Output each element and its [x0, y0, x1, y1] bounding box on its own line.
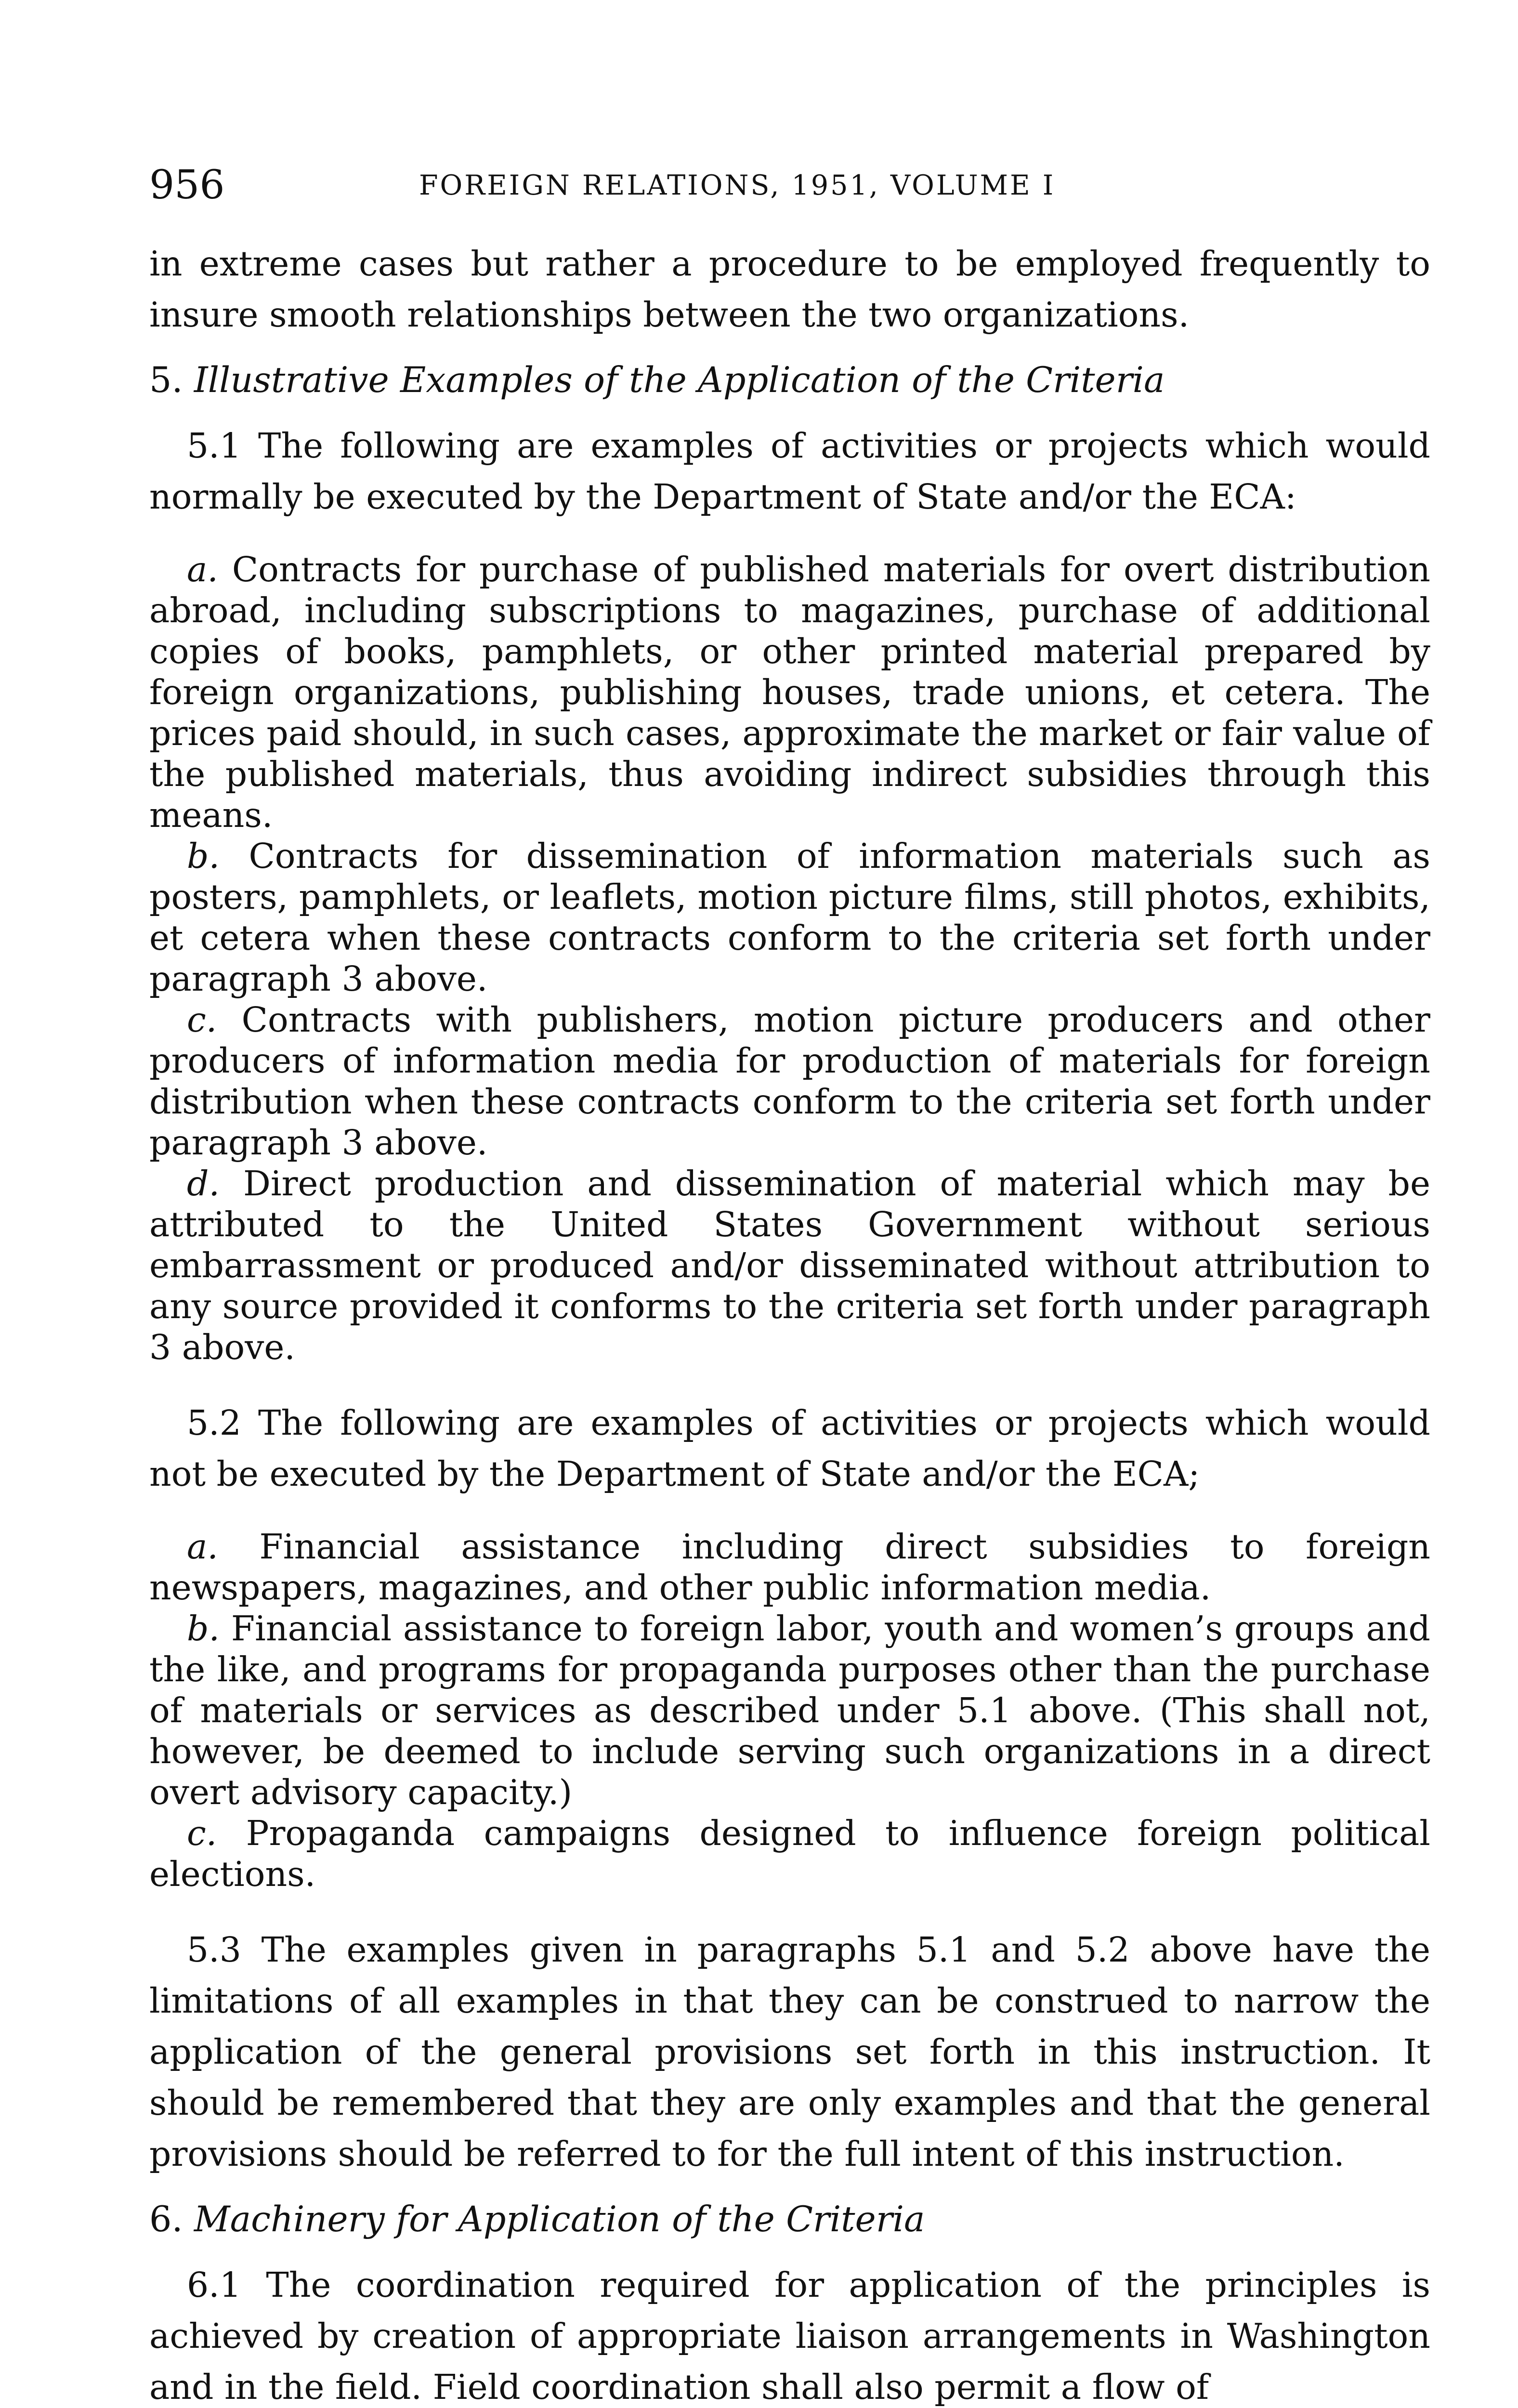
list-item-5-1-d	[149, 1163, 1430, 1368]
item-text: Contracts with publishers, motion picture producers and other producers of information media for production of materials for foreign distribution when these contracts conform to the criteria set forth under paragraph 3 above.	[149, 1000, 1430, 1163]
running-head: FOREIGN RELATIONS, 1951, VOLUME I	[419, 170, 1056, 201]
item-text: Financial assistance to foreign labor, youth and women’s groups and the like, and programs for propaganda purposes other than the purchase of materials or services as described under 5.1 above. (This shall not, however, be deemed to include serving such organizations in a direct overt advisory capacity.)	[149, 1609, 1430, 1812]
item-label: c.	[187, 1813, 217, 1853]
item-label: c.	[187, 1000, 217, 1040]
section-5-number: 5.	[149, 360, 183, 401]
paragraph-5-2: 5.2 The following are examples of activities or projects which would not be executed by the Department of State and/or the ECA;	[149, 1403, 1430, 1494]
item-label: d.	[187, 1164, 220, 1204]
list-item-5-2-c	[149, 1813, 1430, 1895]
paragraph-continued: in extreme cases but rather a procedure to be employed frequently to insure smooth relationships between the two organizations.	[149, 244, 1430, 335]
page-number: 956	[149, 162, 225, 208]
list-item-5-1-b	[149, 836, 1430, 999]
item-text: Direct production and dissemination of material which may be attributed to the United States Government without serious embarrassment or produced and/or disseminated without attribution to any source provided it conforms to the criteria set forth under paragraph 3 above.	[149, 1164, 1430, 1367]
item-label: b.	[187, 836, 220, 876]
item-text: Contracts for dissemination of information materials such as posters, pamphlets, or leaflets, motion picture films, still photos, exhibits, et cetera when these contracts conform to the criteria set forth under paragraph 3 above.	[149, 836, 1430, 999]
paragraph-6-1: 6.1 The coordination required for application of the principles is achieved by creation of appropriate liaison arrangements in Washington and in the field. Field coordination shall also permit a flow of	[149, 2265, 1430, 2407]
section-5-title: Illustrative Examples of the Application of the Criteria	[194, 360, 1165, 401]
section-6-number: 6.	[149, 2199, 183, 2240]
paragraph-5-3: 5.3 The examples given in paragraphs 5.1 and 5.2 above have the limitations of all examples in that they can be construed to narrow the application of the general provisions set forth in this instruction. It should be remembered that they are only examples and that the general provisions should be referred to for the full intent of this instruction.	[149, 1930, 1430, 2174]
paragraph-5-1: 5.1 The following are examples of activities or projects which would normally be executed by the Department of State and/or the ECA:	[149, 426, 1430, 517]
section-5-heading	[149, 355, 1430, 406]
item-text: Contracts for purchase of published materials for overt distribution abroad, including subscriptions to magazines, purchase of additional copies of books, pamphlets, or other printed material prepared by foreign organizations, publishing houses, trade unions, et cetera. The prices paid should, in such cases, approximate the market or fair value of the published materials, thus avoiding indirect subsidies through this means.	[149, 550, 1430, 835]
list-item-5-1-c	[149, 999, 1430, 1163]
item-text: Financial assistance including direct subsidies to foreign newspapers, magazines, and other public information media.	[149, 1527, 1430, 1608]
page-body	[149, 238, 1430, 2408]
section-6-title: Machinery for Application of the Criteria	[194, 2199, 925, 2240]
list-item-5-1-a	[149, 549, 1430, 836]
list-item-5-2-b	[149, 1608, 1430, 1813]
item-label: a.	[187, 550, 218, 589]
section-6-heading	[149, 2194, 1430, 2245]
item-label: b.	[187, 1609, 220, 1649]
item-label: a.	[187, 1527, 218, 1567]
page-header	[149, 159, 1430, 212]
item-text: Propaganda campaigns designed to influence foreign political elections.	[149, 1813, 1430, 1894]
list-item-5-2-a	[149, 1526, 1430, 1608]
